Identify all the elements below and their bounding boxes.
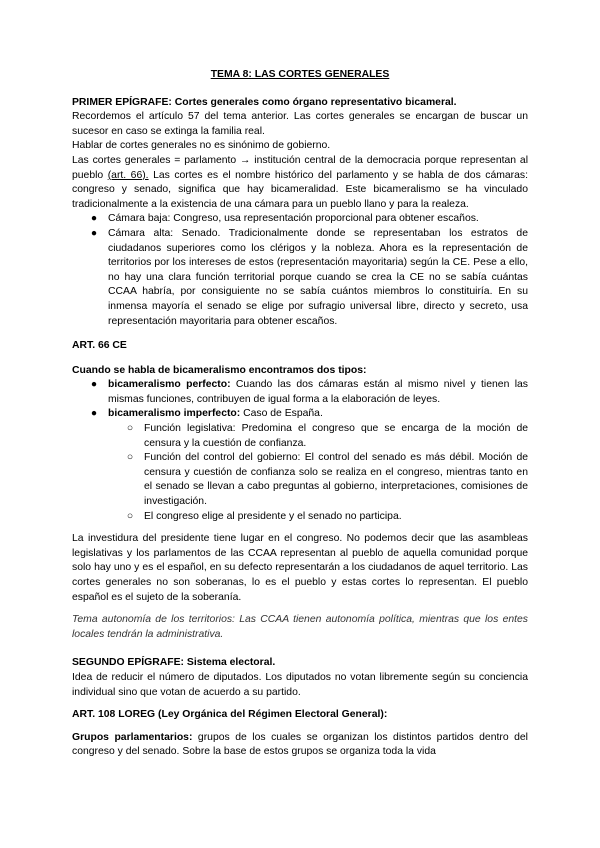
- bullet-icon: ●: [90, 227, 98, 239]
- section2-heading: SEGUNDO EPÍGRAFE: Sistema electoral.: [72, 657, 276, 669]
- paragraph-parlamento-b: Las cortes es el nombre histórico del parlamento y se habla de dos cámaras: congreso y senado, significa que hay bicameralidad. Este bicameralismo se ha vinculado tradicionalmente a la existencia de una cámara para un pueblo llano y para la realeza.: [72, 169, 528, 210]
- bicameralismo-list: [72, 378, 528, 524]
- art108-heading: ART. 108 LOREG (Ley Orgánica del Régimen Electoral General):: [72, 709, 388, 721]
- list-item: [108, 422, 528, 451]
- art-66-link[interactable]: (art. 66).: [107, 169, 149, 181]
- camara-baja-text: Cámara baja: Congreso, usa representación proporcional para obtener escaños.: [108, 213, 479, 225]
- document-title: TEMA 8: LAS CORTES GENERALES: [210, 69, 390, 80]
- bicameralismo-intro: Cuando se habla de bicameralismo encontramos dos tipos:: [72, 364, 367, 376]
- hollow-bullet-icon: ○: [126, 510, 134, 522]
- hollow-bullet-icon: ○: [126, 452, 134, 464]
- list-item: [72, 407, 528, 524]
- imperfecto-sublist: [108, 422, 528, 524]
- paragraph-parlamento-a: Las cortes generales = parlamento → institución central de la democracia porque representan al pueblo: [72, 154, 528, 181]
- paragraph-articulo-57: Recordemos el artículo 57 del tema anterior. Las cortes generales se encargan de buscar un sucesor en caso se extinga la familia real.: [72, 111, 528, 137]
- list-item: [72, 227, 528, 329]
- paragraph-parlamento: [72, 154, 528, 212]
- list-item: [108, 451, 528, 509]
- bullet-icon: ●: [90, 408, 98, 420]
- perfecto-label: bicameralismo perfecto:: [108, 379, 231, 391]
- section1-heading: PRIMER EPÍGRAFE: Cortes generales como órgano representativo bicameral.: [72, 96, 457, 108]
- grupos-label: Grupos parlamentarios:: [72, 731, 193, 743]
- paragraph-investidura: La investidura del presidente tiene lugar en el congreso. No podemos decir que las asambleas legislativas y los parlamentos de las CCAA representan al pueblo de aquella comunidad porque solo hay uno y es el español, en su defecto representarán a los ciudadanos de aquel territorio. Las cortes generales no son soberanas, lo es el pueblo y estas cortes lo representan. El pueblo español es el sujeto de la soberanía.: [72, 533, 528, 603]
- camaras-list: [72, 212, 528, 329]
- congreso-presidente-text: El congreso elige al presidente y el senado no participa.: [144, 510, 402, 522]
- hollow-bullet-icon: ○: [126, 423, 134, 435]
- paragraph-gobierno: Hablar de cortes generales no es sinónimo de gobierno.: [72, 140, 331, 152]
- imperfecto-label: bicameralismo imperfecto:: [108, 408, 241, 420]
- paragraph-diputados: Idea de reducir el número de diputados. Los diputados no votan libremente según su conciencia individual sino que votan de acuerdo a su partido.: [72, 671, 528, 698]
- bullet-icon: ●: [90, 213, 98, 225]
- paragraph-grupos: [72, 731, 528, 760]
- camara-alta-text: Cámara alta: Senado. Tradicionalmente donde se representaban los estratos de ciudadanos superiores como los clérigos y la nobleza. Ahora es la representación de territorios por los intereses de estos (representación mayoritaria) según la CE. Pese a ello, no hay una clara función territorial porque cuando se crea la CE no se sabía cuántas CCAA habría, por consiguiente no se sabía cuántos miembros lo constituiría. En su inmensa mayoría el senado se elige por sufragio universal libre, directo y secreto, usa representación mayoritaria para obtener escaños.: [108, 227, 528, 327]
- funcion-control-text: Función del control del gobierno: El control del senado es más débil. Moción de censura y cuestión de confianza solo se realiza en el congreso, mientras tanto en el senado se llevan a cabo preguntas al gobierno, interpretaciones, comisiones de investigación.: [144, 452, 528, 508]
- bullet-icon: ●: [90, 379, 98, 391]
- grupos-text: grupos de los cuales se organizan los distintos partidos dentro del congreso y del senado. Sobre la base de estos grupos se organiza toda la vida: [72, 731, 528, 758]
- perfecto-text: Cuando las dos cámaras están al mismo nivel y tienen las mismas funciones, contribuyen de igual forma a la elaboración de leyes.: [108, 379, 528, 405]
- art66-heading: ART. 66 CE: [72, 340, 127, 352]
- funcion-legislativa-text: Función legislativa: Predomina el congreso que se encarga de la moción de censura y la cuestión de confianza.: [144, 423, 528, 449]
- list-item: [108, 510, 528, 525]
- list-item: [72, 378, 528, 407]
- imperfecto-text: Caso de España.: [240, 408, 323, 420]
- list-item: [72, 212, 528, 227]
- paragraph-autonomia: Tema autonomía de los territorios: Las CCAA tienen autonomía política, mientras que los entes locales tendrán la administrativa.: [72, 614, 528, 640]
